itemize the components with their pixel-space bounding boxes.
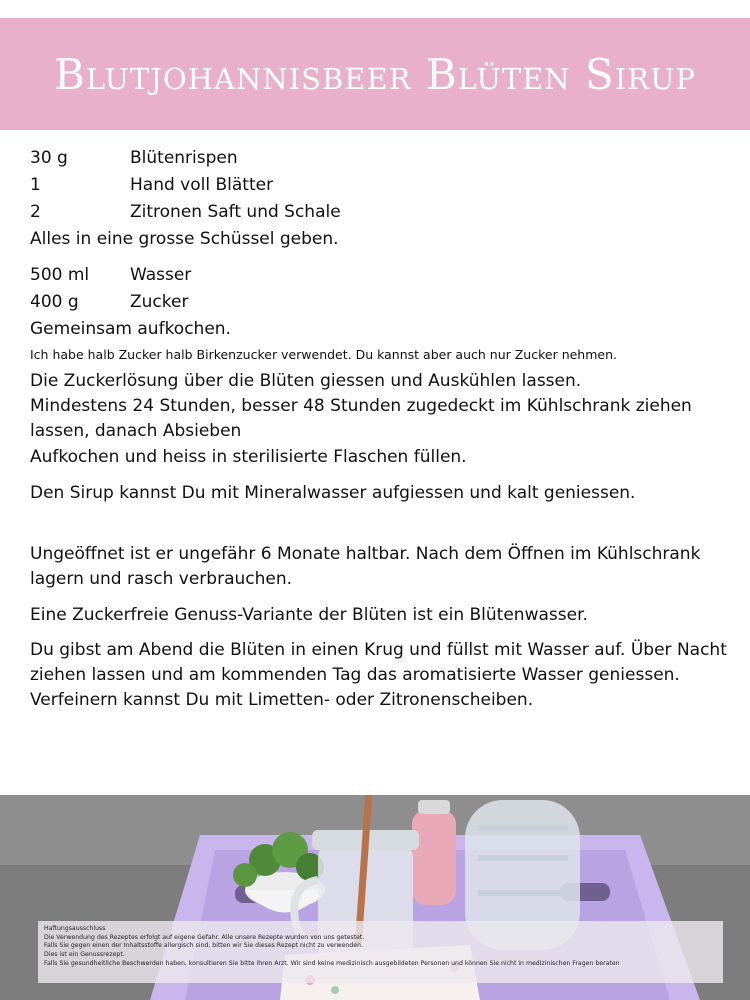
ingredient-list-2	[30, 262, 730, 316]
step-boil: Gemeinsam aufkochen.	[30, 319, 231, 339]
step-combine: Alles in eine grosse Schüssel geben.	[30, 229, 339, 249]
step-pour: Die Zuckerlösung über die Blüten giessen und Auskühlen lassen.	[30, 371, 582, 391]
ingredient-row	[30, 199, 730, 226]
variant-description: Du gibst am Abend die Blüten in einen Krug und füllst mit Wasser auf. Über Nacht ziehen lassen und am kommenden Tag das aromatisierte Wasser geniessen. Verfeinern kannst Du mit Limetten- oder Zitronenscheiben.	[30, 640, 727, 710]
step-bottle: Aufkochen und heiss in sterilisierte Flaschen füllen.	[30, 447, 467, 467]
ingredient-name: Zitronen Saft und Schale	[130, 202, 341, 222]
ingredient-row	[30, 262, 730, 289]
recipe-body	[30, 145, 730, 713]
ingredient-name: Wasser	[130, 265, 192, 285]
disclaimer-line: Die Verwendung des Rezeptes erfolgt auf eigene Gefahr. Alle unsere Rezepte wurden von uns getestet.	[44, 933, 365, 941]
disclaimer-heading: Haftungsausschluss	[44, 925, 106, 932]
step-steep: Mindestens 24 Stunden, besser 48 Stunden zugedeckt im Kühlschrank ziehen lassen, danach Absieben	[30, 396, 692, 441]
disclaimer-box	[38, 921, 723, 983]
storage-info: Ungeöffnet ist er ungefähr 6 Monate haltbar. Nach dem Öffnen im Kühlschrank lagern und rasch verbrauchen.	[30, 544, 701, 589]
ingredient-quantity: 400 g	[30, 292, 79, 312]
disclaimer-line: Falls Sie gegen einen der Inhaltsstoffe allergisch sind, bitten wir Sie dieses Rezept nicht zu verwenden.	[44, 942, 363, 950]
sugar-note: Ich habe halb Zucker halb Birkenzucker verwendet. Du kannst aber auch nur Zucker nehmen.	[30, 347, 617, 362]
variant-intro: Eine Zuckerfreie Genuss-Variante der Blüten ist ein Blütenwasser.	[30, 605, 588, 625]
disclaimer-line: Dies ist ein Genussrezept.	[44, 951, 125, 959]
ingredient-quantity: 2	[30, 202, 41, 222]
ingredient-row	[30, 289, 730, 316]
top-strip	[0, 0, 750, 18]
ingredient-row	[30, 145, 730, 172]
ingredient-list-1	[30, 145, 730, 226]
ingredient-quantity: 30 g	[30, 148, 68, 168]
ingredient-quantity: 1	[30, 175, 41, 195]
serving-tip: Den Sirup kannst Du mit Mineralwasser aufgiessen und kalt geniessen.	[30, 483, 636, 503]
ingredient-name: Blütenrispen	[130, 148, 238, 168]
ingredient-quantity: 500 ml	[30, 265, 90, 285]
title-banner	[0, 18, 750, 130]
disclaimer-line: Falls Sie gesundheitliche Beschwerden haben, konsultieren Sie bitte ihren Arzt. Wir sind keine medizinisch ausgebildeten Personen und können Sie nicht in medizinischen Fragen beraten	[44, 959, 620, 967]
recipe-title: Blutjohannisbeer Blüten Sirup	[53, 49, 697, 99]
ingredient-name: Hand voll Blätter	[130, 175, 274, 195]
ingredient-row	[30, 172, 730, 199]
ingredient-name: Zucker	[130, 292, 189, 312]
